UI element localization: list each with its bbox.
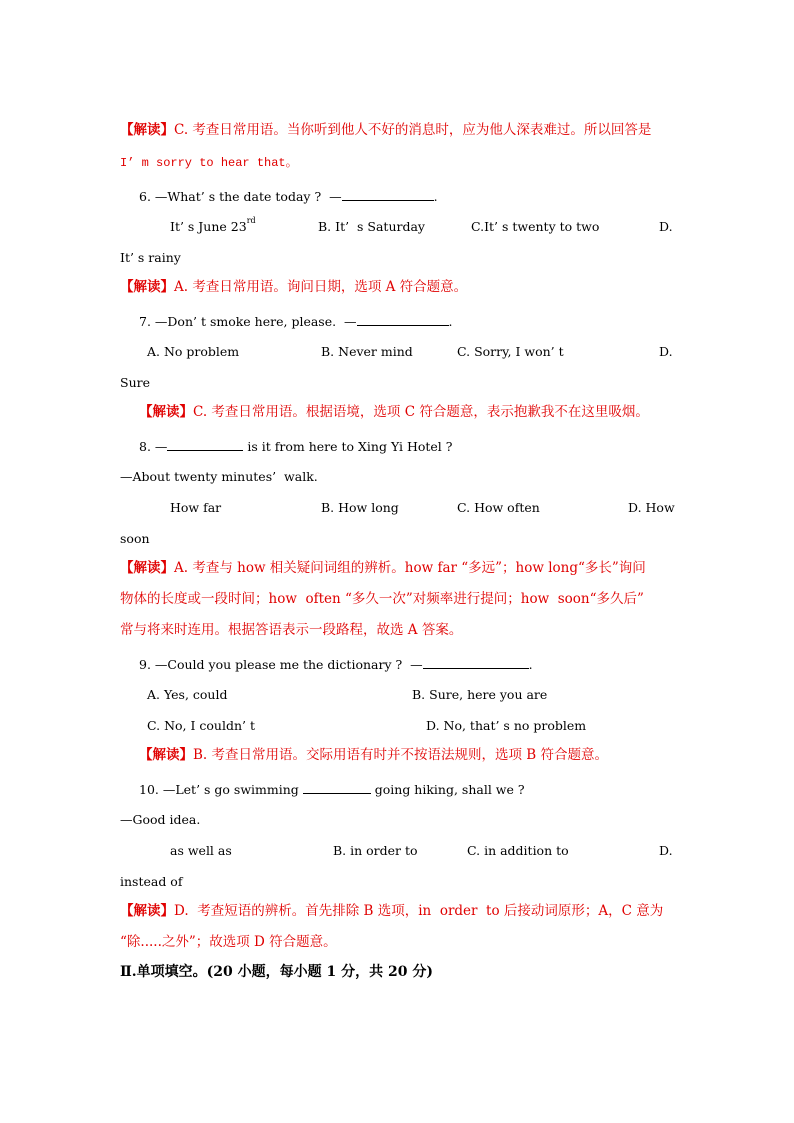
q9-analysis: 【解读】B. 考查日常用语。交际用语有时并不按语法规则，选项 B 符合题意。 bbox=[139, 747, 609, 763]
q10-analysis-line2: “除.....之外”；故选项 D 符合题意。 bbox=[120, 934, 337, 950]
q7-analysis: 【解读】C. 考查日常用语。根据语境，选项 C 符合题意，表示抱歉我不在这里吸烟。 bbox=[139, 404, 649, 420]
answer-blank[interactable] bbox=[303, 781, 371, 794]
q6-option-c: C.It’ s twenty to two bbox=[471, 219, 600, 234]
q8-option-a: How far bbox=[170, 500, 222, 515]
q9-stem: 9. —Could you please me the dictionary ? — . bbox=[139, 657, 533, 672]
q6-option-d-text: It’ s rainy bbox=[120, 250, 181, 265]
q5-analysis-line1: 【解读】C. 考查日常用语。当你听到他人不好的消息时，应为他人深表难过。所以回答是 bbox=[120, 122, 652, 138]
q10-option-b: B. in order to bbox=[333, 843, 418, 858]
q7-option-d-letter: D. bbox=[659, 344, 673, 359]
q6-option-b: B. It’ s Saturday bbox=[318, 219, 425, 234]
q7-stem: 7. —Don’ t smoke here, please. — . bbox=[139, 314, 453, 329]
q6-analysis: 【解读】A. 考查日常用语。询问日期，选项 A 符合题意。 bbox=[120, 279, 468, 295]
answer-blank[interactable] bbox=[167, 438, 243, 451]
answer-blank[interactable] bbox=[342, 188, 434, 201]
q8-stem: 8. — is it from here to Xing Yi Hotel ? bbox=[139, 439, 453, 454]
q6-stem: 6. —What’ s the date today ? — . bbox=[139, 189, 438, 204]
q8-option-d-text: soon bbox=[120, 531, 150, 546]
q8-analysis-line3: 常与将来时连用。根据答语表示一段路程，故选 A 答案。 bbox=[120, 622, 463, 638]
q9-option-b: B. Sure, here you are bbox=[412, 687, 548, 702]
q7-option-a: A. No problem bbox=[147, 344, 240, 359]
q6-option-d-letter: D. bbox=[659, 219, 673, 234]
q7-option-b: B. Never mind bbox=[321, 344, 413, 359]
q10-option-d-letter: D. bbox=[659, 843, 673, 858]
q7-option-c: C. Sorry, I won’ t bbox=[457, 344, 564, 359]
q9-option-a: A. Yes, could bbox=[147, 687, 228, 702]
section-2-heading: Ⅱ.单项填空。(20 小题，每小题 1 分，共 20 分) bbox=[120, 964, 433, 980]
q10-option-a: as well as bbox=[170, 843, 232, 858]
q10-answer-line: —Good idea. bbox=[120, 812, 201, 827]
answer-blank[interactable] bbox=[357, 313, 449, 326]
q10-option-d-text: instead of bbox=[120, 874, 183, 889]
q10-analysis-line1: 【解读】D. 考查短语的辨析。首先排除 B 选项，in order to 后接动词原形；A，C 意为 bbox=[120, 903, 664, 919]
q8-answer-line: —About twenty minutes’ walk. bbox=[120, 469, 318, 484]
q9-option-c: C. No, I couldn’ t bbox=[147, 718, 255, 733]
analysis-label: 【解读】 bbox=[120, 122, 174, 138]
q8-analysis-line2: 物体的长度或一段时间；how often “多久一次”对频率进行提问；how soon“多久后” bbox=[120, 591, 644, 607]
q5-analysis-line2: I’ m sorry to hear that。 bbox=[120, 156, 298, 170]
q8-analysis-line1: 【解读】A. 考查与 how 相关疑问词组的辨析。how far “多远”；how long“多长”询问 bbox=[120, 560, 646, 576]
q8-option-c: C. How often bbox=[457, 500, 540, 515]
q10-option-c: C. in addition to bbox=[467, 843, 569, 858]
q8-option-b: B. How long bbox=[321, 500, 399, 515]
answer-blank[interactable] bbox=[423, 656, 529, 669]
q7-option-d-text: Sure bbox=[120, 375, 150, 390]
q10-stem: 10. —Let’ s go swimming going hiking, shall we ? bbox=[139, 782, 525, 797]
q6-option-a: It’ s June 23rd bbox=[170, 216, 256, 234]
q9-option-d: D. No, that’ s no problem bbox=[426, 718, 587, 733]
q8-option-d-letter: D. How bbox=[628, 500, 675, 515]
